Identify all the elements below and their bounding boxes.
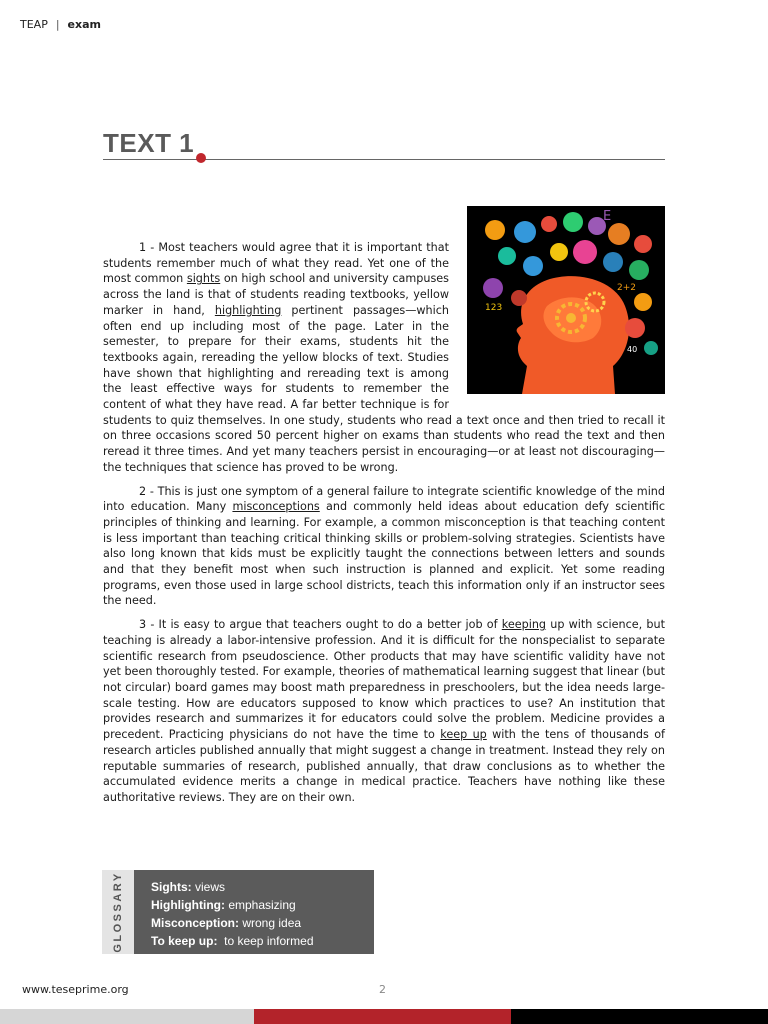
svg-text:123: 123 [485,303,503,313]
glossary-label: GLOSSARY [112,871,124,953]
brain-illustration-svg [467,206,665,394]
p1-text-c: pertinent passages—which often end up including most of the page. Later in the semester, to prepare for their exams, students hit the textbooks again, rereading the yellow blocks of text. Studies have shown that highlighting and rereading text is among the least effective ways for students to remember the content of what they have read. A far better technique is for students to quiz themselves. In one study, students who read a text once and then tried to recall it on three occasions scored 50 percent higher on exams than students who read the text and then reread it three times. And yet many teachers persist in encouraging—or at least not discouraging—the techniques that science has proved to be wrong. [103,303,665,474]
page-number: 2 [379,983,386,996]
title-accent-dot [196,153,206,163]
glossary-item [151,878,314,896]
p2-underline-misconceptions: misconceptions [232,500,320,514]
header-section: exam [67,18,101,31]
svg-text:E: E [603,209,612,224]
p1-text-a: 1 - Most teachers would agree that it is important that students remember much of what they read. Yet one of the most common [103,241,449,286]
page-title: TEXT 1 [103,128,195,158]
p1-underline-sights: sights [186,272,221,286]
p1-text-b: on high school and university campuses across the land is that of students reading textbooks, yellow marker in hand, [103,272,449,317]
glossary-item [151,932,314,950]
glossary-list [151,878,314,950]
glossary-tab [102,870,134,954]
paragraph-2 [103,484,665,610]
p3-text-a: 3 - It is easy to argue that teachers ought to do a better job of [139,618,502,632]
p3-text-c: with the tens of thousands of research articles published annually that might suggest a change in treatment. Instead they rely on reputable summaries of research, published annually, that draw conclusions as to whether the accumulated evidence merits a change in medical practice. Teachers have nothing like these authoritative reviews. They are on their own. [103,728,665,804]
glossary-term: Misconception: [151,916,240,930]
footer-band-red [254,1009,511,1024]
glossary-term: To keep up: [151,934,218,948]
glossary-item [151,896,314,914]
p3-text-b: up with science, but teaching is already a labor-intensive profession. And it is difficult for the nonspecialist to separate scientific research from pseudoscience. Other products that may have scientific validity have not yet been thoroughly tested. For example, theories of mathematical learning suggest that linear (but not circular) board games may boost math preparedness in preschoolers, but the idea needs large-scale testing. How are educators supposed to know which practices to use? An institution that provides research and summarizes it for educators could solve the problem. Medicine provides a precedent. Practicing physicians do not have the time to [103,618,665,742]
p3-underline-keep-up: keep up [440,728,487,742]
svg-text:40: 40 [627,345,638,354]
footer-website-link[interactable]: www.teseprime.org [22,983,129,996]
glossary-definition: views [191,880,226,894]
brain-head-illustration [467,206,665,394]
glossary-definition: to keep informed [217,934,314,948]
svg-text:P: P [641,242,648,255]
glossary-box [102,870,374,954]
p1-underline-highlighting: highlighting [214,303,282,317]
footer-band-black [511,1009,768,1024]
glossary-item [151,914,314,932]
article-body [103,206,665,814]
title-rule [103,159,665,160]
glossary-definition: emphasizing [224,898,296,912]
header-separator: | [55,18,60,31]
p2-text-b: and commonly held ideas about education defy scientific principles of thinking and learning. For example, a common misconception is that teaching content is less important than teaching critical thinking skills or problem-solving strategies. Scientists have also long known that kids must be explicitly taught the connections between letters and sounds and that they benefit most when such instruction is planned and explicit. Yet some reading programs, even those used in large school districts, teach this information only if an instructor sees the need. [103,500,666,608]
footer-band-gray [0,1009,254,1024]
svg-text:2+2: 2+2 [617,283,636,293]
glossary-definition: wrong idea [239,916,302,930]
glossary-term: Sights: [151,880,192,894]
p3-underline-keeping: keeping [501,618,547,632]
page-header [20,18,101,31]
header-brand: TEAP [20,18,48,31]
glossary-term: Highlighting: [151,898,225,912]
paragraph-3 [103,617,665,805]
p2-text-a: 2 - This is just one symptom of a general failure to integrate scientific knowledge of the mind into education. Many [103,484,665,514]
